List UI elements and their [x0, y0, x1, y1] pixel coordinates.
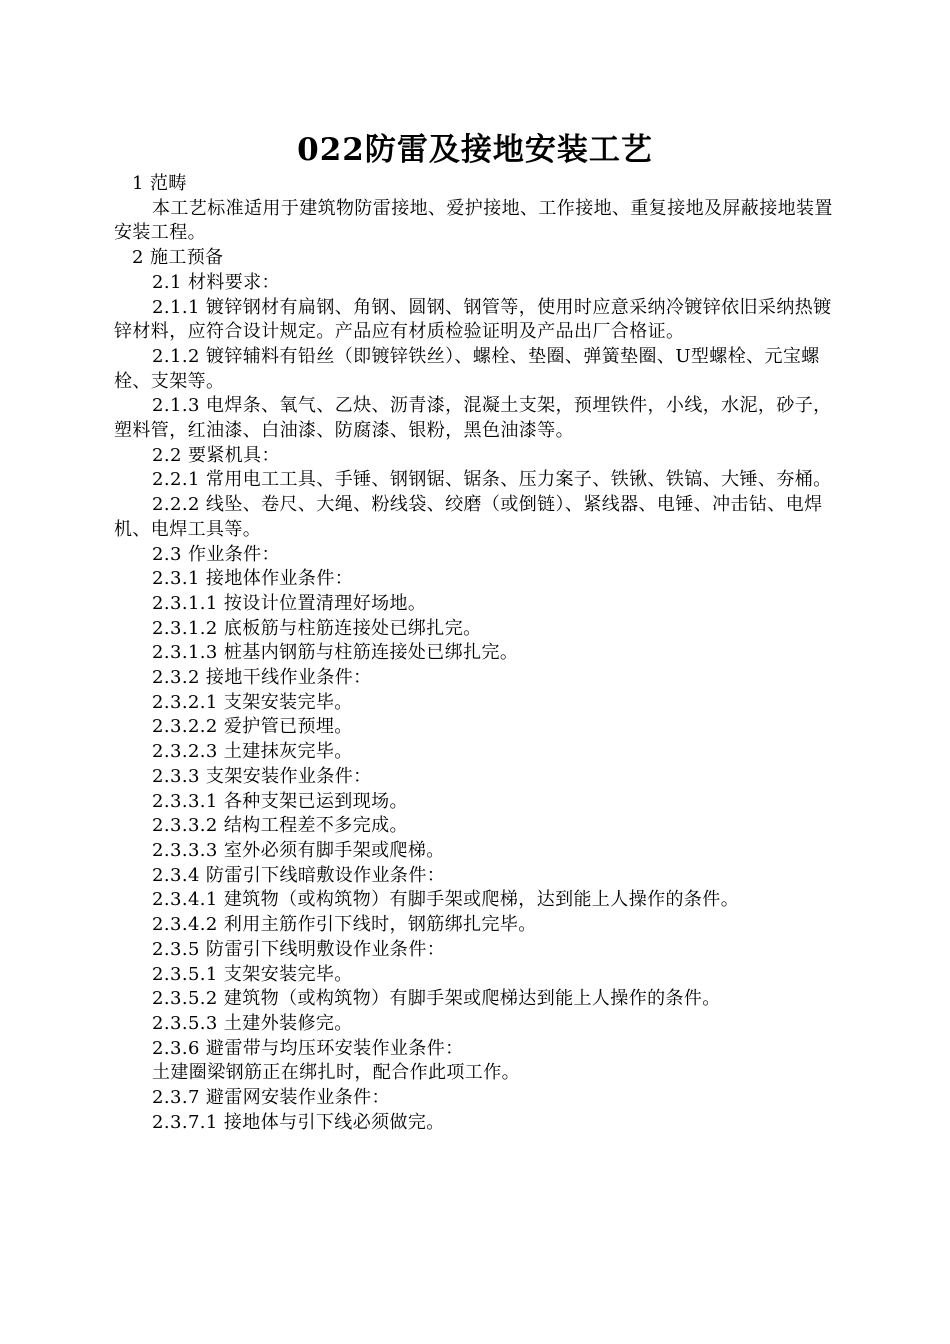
- paragraph: 2.3.4.2 利用主筋作引下线时，钢筋绑扎完毕。: [152, 914, 537, 936]
- paragraph: 土建圈梁钢筋正在绑扎时，配合作此项工作。: [152, 1062, 520, 1084]
- paragraph: 2.3.5 防雷引下线明敷设作业条件：: [152, 938, 446, 960]
- paragraph: 2.3.6 避雷带与均压环安装作业条件：: [152, 1037, 464, 1059]
- paragraph: 本工艺标准适用于建筑物防雷接地、爱护接地、工作接地、重复接地及屏蔽接地装置安装工程。: [114, 197, 833, 244]
- paragraph: 2.3.5.3 土建外装修完。: [152, 1012, 353, 1034]
- paragraph: 2.3.5.2 建筑物（或构筑物）有脚手架或爬梯达到能上人操作的条件。: [152, 988, 721, 1010]
- paragraph: 2 施工预备: [132, 247, 224, 269]
- paragraph: 2.2 要紧机具：: [152, 444, 280, 466]
- paragraph: 2.1 材料要求：: [152, 271, 280, 293]
- paragraph: 2.1.3 电焊条、氧气、乙炔、沥青漆，混凝土支架，预埋铁件，小线，水泥，砂子，塑料管，红油漆、白油漆、防腐漆、银粉，黑色油漆等。: [114, 395, 832, 442]
- document-body: [114, 172, 834, 1135]
- paragraph: 2.3.2.3 土建抹灰完毕。: [152, 741, 353, 763]
- paragraph: 2.3.1 接地体作业条件：: [152, 568, 354, 590]
- paragraph: 2.3.3.3 室外必须有脚手架或爬梯。: [152, 839, 445, 861]
- paragraph: 2.2.2 线坠、卷尺、大绳、粉线袋、绞磨（或倒链）、紧线器、电锤、冲击钻、电焊机、电焊工具等。: [114, 494, 823, 540]
- paragraph: 2.3.1.1 按设计位置清理好场地。: [152, 592, 427, 614]
- paragraph: 2.2.1 常用电工工具、手锤、钢钢锯、锯条、压力案子、铁锹、铁镐、大锤、夯桶。: [152, 469, 832, 491]
- paragraph: 1 范畴: [132, 173, 187, 194]
- paragraph: 2.3.2.1 支架安装完毕。: [152, 691, 353, 713]
- paragraph: 2.3.3.1 各种支架已运到现场。: [152, 790, 408, 812]
- paragraph: 2.3.7.1 接地体与引下线必须做完。: [152, 1111, 445, 1133]
- paragraph: 2.1.1 镀锌钢材有扁钢、角钢、圆钢、钢管等，使用时应意采纳冷镀锌依旧采纳热镀锌材料，应符合设计规定。产品应有材质检验证明及产品出厂合格证。: [114, 296, 832, 343]
- paragraph: 2.3.1.2 底板筋与柱筋连接处已绑扎完。: [152, 617, 482, 639]
- paragraph: 2.3.4.1 建筑物（或构筑物）有脚手架或爬梯，达到能上人操作的条件。: [152, 889, 740, 911]
- paragraph: 2.3.3 支架安装作业条件：: [152, 765, 372, 787]
- paragraph: 2.3.7 避雷网安装作业条件：: [152, 1087, 390, 1109]
- paragraph: 2.3 作业条件：: [152, 543, 280, 565]
- paragraph: 2.3.3.2 结构工程差不多完成。: [152, 815, 408, 837]
- paragraph: 2.3.4 防雷引下线暗敷设作业条件：: [152, 864, 446, 886]
- paragraph: 2.3.5.1 支架安装完毕。: [152, 963, 353, 985]
- paragraph: 2.3.2 接地干线作业条件：: [152, 667, 372, 689]
- paragraph: 2.1.2 镀锌辅料有铅丝（即镀锌铁丝）、螺栓、垫圈、弹簧垫圈、U型螺栓、元宝螺栓、支架等。: [114, 345, 820, 392]
- paragraph: 2.3.1.3 桩基内钢筋与柱筋连接处已绑扎完。: [152, 642, 519, 664]
- document-title: 022防雷及接地安装工艺: [297, 132, 653, 168]
- paragraph: 2.3.2.2 爱护管已预埋。: [152, 716, 353, 738]
